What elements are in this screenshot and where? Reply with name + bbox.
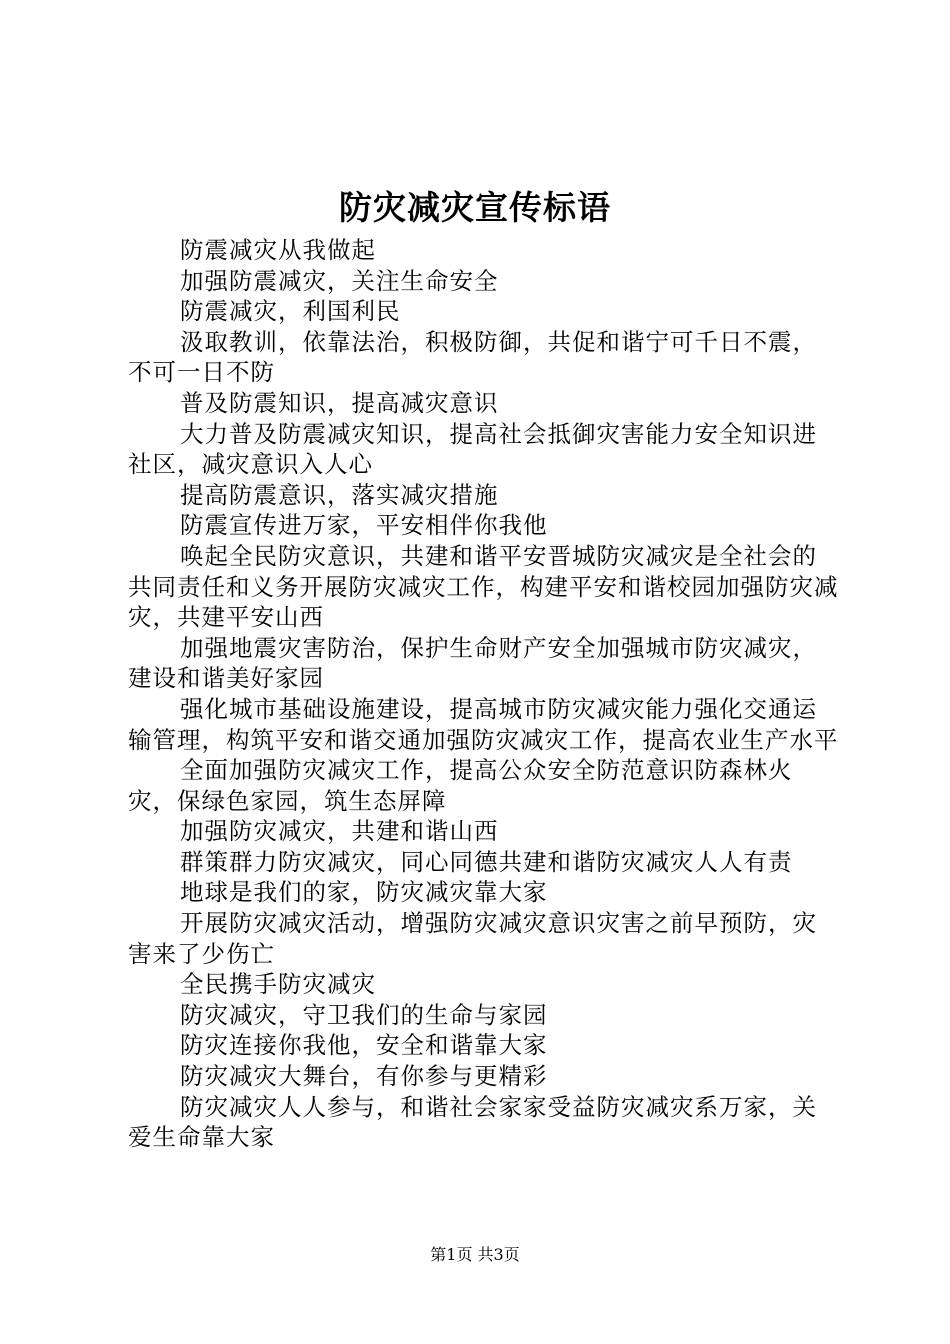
paragraph: 全民携手防灾减灾 [180, 970, 376, 999]
paragraph: 全面加强防灾减灾工作，提高公众安全防范意识防森林火灾，保绿色家园，筑生态屏障 [128, 756, 793, 815]
paragraph: 防震减灾，利国利民 [180, 297, 401, 326]
document-title: 防灾减灾宣传标语 [339, 188, 611, 227]
paragraph: 加强防灾减灾，共建和谐山西 [180, 817, 499, 846]
paragraph: 普及防震知识，提高减灾意识 [180, 388, 499, 417]
paragraph: 防灾减灾大舞台，有你参与更精彩 [180, 1062, 548, 1091]
paragraph: 提高防震意识，落实减灾措施 [180, 480, 499, 509]
paragraph: 大力普及防震减灾知识，提高社会抵御灾害能力安全知识进社区，减灾意识入人心 [128, 419, 817, 479]
paragraph: 防灾减灾人人参与，和谐社会家家受益防灾减灾系万家，关爱生命靠大家 [128, 1092, 817, 1152]
paragraph: 防灾减灾，守卫我们的生命与家园 [180, 1000, 548, 1029]
paragraph: 地球是我们的家，防灾减灾靠大家 [180, 878, 548, 907]
document-body [128, 235, 840, 1153]
page-footer: 第1页 共3页 [430, 1245, 520, 1264]
paragraph: 强化城市基础设施建设，提高城市防灾减灾能力强化交通运输管理，构筑平安和谐交通加强防灾减灾工作，提高农业生产水平 [128, 694, 839, 754]
paragraph: 汲取教训，依靠法治，积极防御，共促和谐宁可千日不震，不可一日不防 [128, 327, 817, 387]
paragraph: 防灾连接你我他，安全和谐靠大家 [180, 1031, 548, 1060]
paragraph: 加强地震灾害防治，保护生命财产安全加强城市防灾减灾，建设和谐美好家园 [128, 633, 817, 693]
paragraph: 防震减灾从我做起 [180, 236, 376, 264]
paragraph: 开展防灾减灾活动，增强防灾减灾意识灾害之前早预防，灾害来了少伤亡 [128, 909, 817, 968]
paragraph: 防震宣传进万家，平安相伴你我他 [180, 511, 548, 540]
paragraph: 群策群力防灾减灾，同心同德共建和谐防灾减灾人人有责 [180, 847, 793, 876]
paragraph: 加强防震减灾，关注生命安全 [180, 266, 499, 295]
paragraph: 唤起全民防灾意识，共建和谐平安晋城防灾减灾是全社会的共同责任和义务开展防灾减灾工作，构建平安和谐校园加强防灾减灾，共建平安山西 [128, 541, 839, 632]
